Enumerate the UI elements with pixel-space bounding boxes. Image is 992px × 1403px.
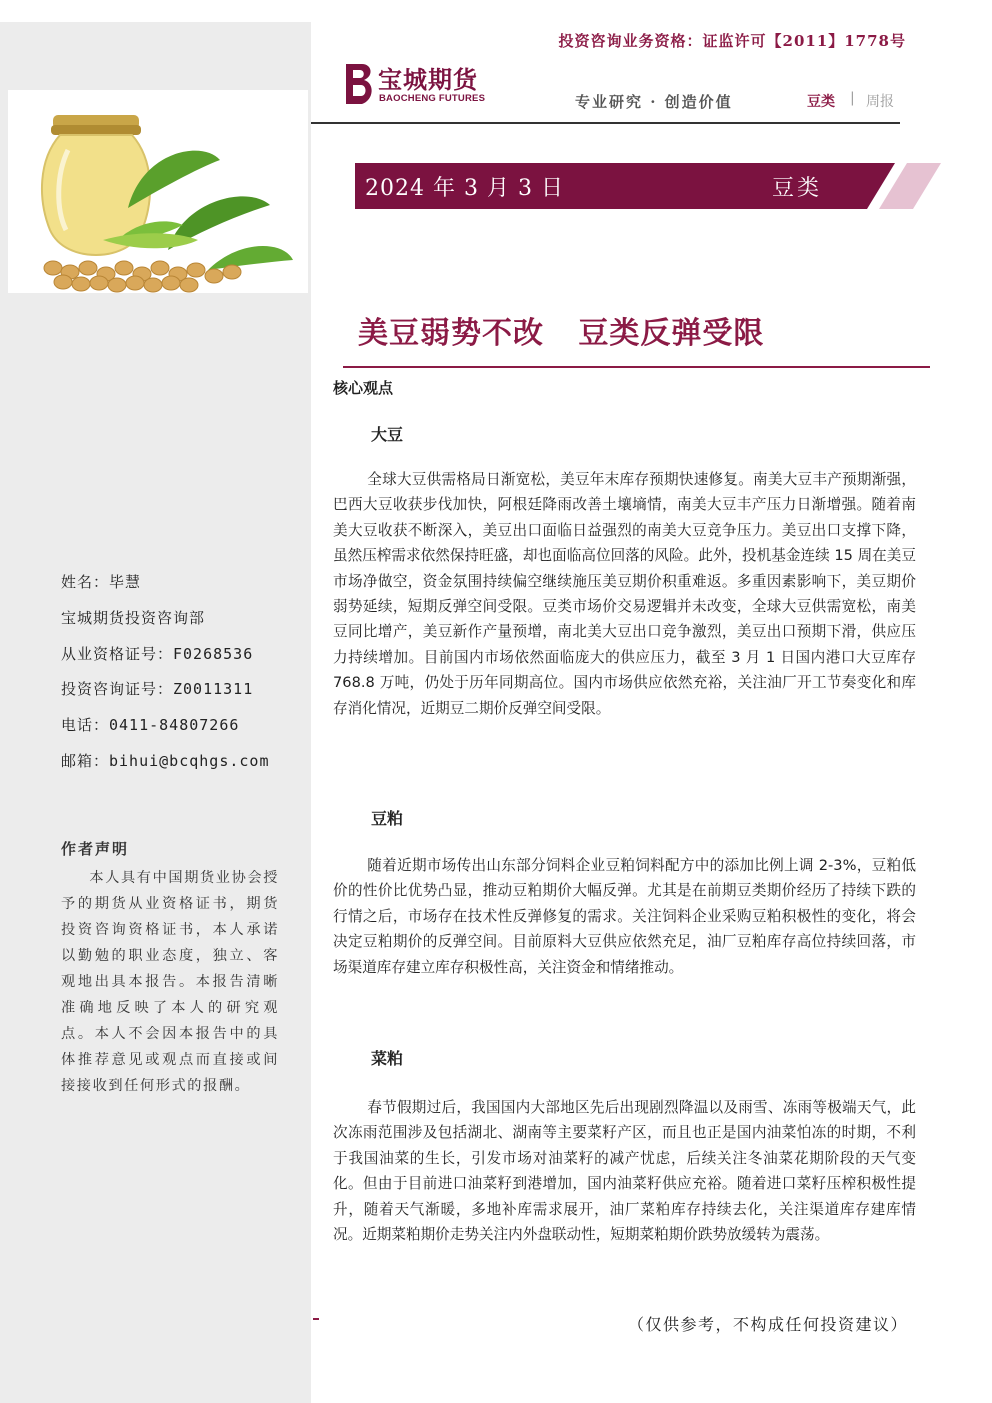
company-logo bbox=[342, 60, 512, 110]
logo-mark-icon bbox=[342, 60, 376, 108]
section-body-soybean: 全球大豆供需格局日渐宽松，美豆年末库存预期快速修复。南美大豆丰产预期渐强，巴西大豆收获步伐加快，阿根廷降雨改善土壤墒情，南美大豆丰产压力日渐增强。随着南美大豆收获不断深入，美豆出口面临日益强烈的南美大豆竞争压力。美豆出口支撑下降，虽然压榨需求依然保持旺盛，却也面临高位回落的风险。此外，投机基金连续 15 周在美豆市场净做空，资金氛围持续偏空继续施压美豆期价积重难返。多重因素影响下，美豆期价弱势延续，短期反弹空间受限。豆类市场价交易逻辑并未改变，全球大豆供需宽松，南美豆同比增产，美豆新作产量预增，南北美大豆出口竞争激烈，美豆出口预期下滑，供应压力持续增加。目前国内市场依然面临庞大的供应压力，截至 3 月 1 日国内港口大豆库存 768.8 万吨，仍处于历年同期高位。国内市场供应依然充裕，关注油厂开工节奏变化和库存消化情况，近期豆二期价反弹空间受限。 bbox=[333, 471, 916, 717]
report-type-tag: 周报 bbox=[866, 94, 894, 110]
banner-category: 豆类 bbox=[772, 176, 823, 201]
header-divider bbox=[311, 122, 900, 124]
disclaimer-title: 作者声明 bbox=[61, 840, 130, 858]
footer-mark bbox=[313, 1318, 319, 1320]
report-date: 2024 年 3 月 3 日 bbox=[365, 176, 564, 201]
soybean-oil-illustration bbox=[8, 90, 308, 293]
author-info bbox=[61, 568, 270, 783]
section-title-rapeseed-meal: 菜粕 bbox=[371, 1049, 404, 1068]
slogan: 专业研究 · 创造价值 bbox=[575, 93, 733, 111]
soybean-oil-image bbox=[8, 90, 308, 293]
section-title-soymeal: 豆粕 bbox=[371, 809, 404, 828]
section-body-soymeal: 随着近期市场传出山东部分饲料企业豆粕饲料配方中的添加比例上调 2-3%，豆粕低价的性价比优势凸显，推动豆粕期价大幅反弹。尤其是在前期豆类期价经历了持续下跌的行情之后，市场存在技术性反弹修复的需求。关注饲料企业采购豆粕积极性的变化，将会决定豆粕期价的反弹空间。目前原料大豆供应依然充足，油厂豆粕库存高位持续回落，市场渠道库存建立库存积极性高，关注资金和情绪推动。 bbox=[333, 857, 916, 976]
section-body-rapeseed-meal: 春节假期过后，我国国内大部地区先后出现剧烈降温以及雨雪、冻雨等极端天气，此次冻雨范围涉及包括湖北、湖南等主要菜籽产区，而且也正是国内油菜怕冻的时期，不利于我国油菜的生长，引发市场对油菜籽的减产忧虑，后续关注冬油菜花期阶段的天气变化。但由于目前进口油菜籽到港增加，国内油菜籽供应充裕。随着进口菜籽压榨积极性提升，随着天气渐暖，多地补库需求展开，油厂菜粕库存持续去化，关注渠道库存建库情况。近期菜粕期价走势关注内外盘联动性，短期菜粕期价跌势放缓转为震荡。 bbox=[333, 1099, 916, 1244]
category-tag: 豆类 bbox=[807, 94, 835, 110]
report-headline: 美豆弱势不改 豆类反弹受限 bbox=[358, 316, 765, 351]
author-disclaimer bbox=[61, 838, 279, 1099]
footer-disclaimer: （仅供参考，不构成任何投资建议） bbox=[628, 1315, 909, 1334]
tag-separator: | bbox=[850, 90, 855, 106]
date-banner bbox=[355, 163, 941, 209]
logo-chinese-name: 宝城期货 bbox=[378, 65, 478, 94]
author-phone: 电话：0411-84807266 bbox=[61, 716, 240, 735]
disclaimer-body: 本人具有中国期货业协会授予的期货从业资格证书，期货投资咨询资格证书，本人承诺以勤勉的职业态度，独立、客观地出具本报告。本报告清晰准确地反映了本人的研究观点。本人不会因本报告中的具体推荐意见或观点而直接或间接接收到任何形式的报酬。 bbox=[61, 870, 279, 1094]
license-text: 投资咨询业务资格：证监许可【2011】1778号 bbox=[558, 32, 906, 50]
section-title-soybean: 大豆 bbox=[371, 425, 404, 444]
core-view-label: 核心观点 bbox=[333, 379, 394, 397]
author-name: 姓名：毕慧 bbox=[61, 573, 142, 591]
logo-english-name: BAOCHENG FUTURES bbox=[379, 93, 486, 104]
author-department: 宝城期货投资咨询部 bbox=[61, 608, 206, 627]
author-email: 邮箱：bihui@bcqhgs.com bbox=[61, 751, 270, 770]
author-consult-number: 投资咨询证号：Z0011311 bbox=[61, 680, 254, 699]
headline-divider bbox=[343, 366, 930, 368]
author-qualification: 从业资格证号：F0268536 bbox=[61, 644, 254, 663]
